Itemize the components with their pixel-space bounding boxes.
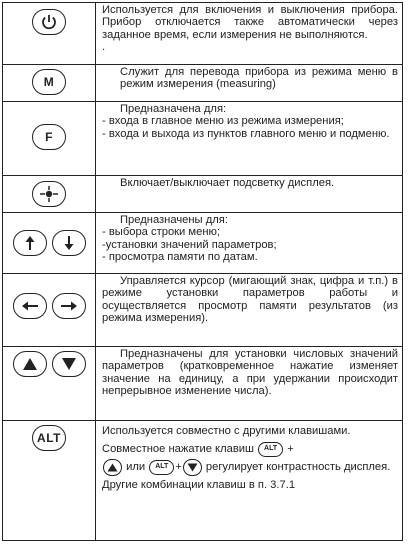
up-down-triangle-keys-description: Предназначены для установки числовых значений параметров (кратковременное нажатие изменяет значение на единицу, а при удержании происходит непрерывное изменение числа). [96,347,403,421]
backlight-key-icon [32,181,66,207]
key-cell [3,65,96,102]
alt-key-icon: ALT [149,460,174,475]
f-key: F [32,124,66,150]
up-arrow-key-icon [13,230,47,256]
alt-key-icon: ALT [258,442,283,457]
power-key-icon [32,9,66,35]
up-down-keys-description: Предназначены для: - выбора строки меню; -установки значений параметров; - просмотра памяти по датам. [96,213,403,274]
backlight-key-description: Включает/выключает подсветку дисплея. [96,176,403,213]
key-cell [3,274,96,347]
left-arrow-key-icon [13,293,47,319]
left-right-keys-description: Управляется курсор (мигающий знак, цифра и т.п.) в режиме установки параметров работы и осуществляется просмотр памяти результатов (из режима измерения). [96,274,403,347]
f-key-description: Предназначена для: - входа в главное меню из режима измерения; - входа и выхода из пунктов главного меню и подменю. [96,102,403,176]
key-cell [3,347,96,421]
down-triangle-key-icon [183,459,202,476]
alt-key-description: Используется совместно с другими клавишами. Совместное нажатие клавиш ALT + или ALT + регулирует контрастность дисплея. Другие комбинации клавиш в п. 3.7.1 [96,421,403,541]
keys-table [2,2,403,541]
alt-key: ALT [32,425,66,451]
down-triangle-key-icon [52,351,86,377]
up-triangle-key-icon [13,351,47,377]
key-cell [3,176,96,213]
m-key: M [32,69,66,95]
key-cell [3,3,96,65]
key-cell [3,213,96,274]
up-triangle-key-icon [103,459,122,476]
m-key-description: Служит для перевода прибора из режима меню в режим измерения (measuring) [96,65,403,102]
power-key-description: Используется для включения и выключения прибора. Прибор отключается также автоматически через заданное время, если измерения не выполняются. . [96,3,403,65]
right-arrow-key-icon [52,293,86,319]
down-arrow-key-icon [52,230,86,256]
key-cell [3,102,96,176]
key-cell [3,421,96,541]
